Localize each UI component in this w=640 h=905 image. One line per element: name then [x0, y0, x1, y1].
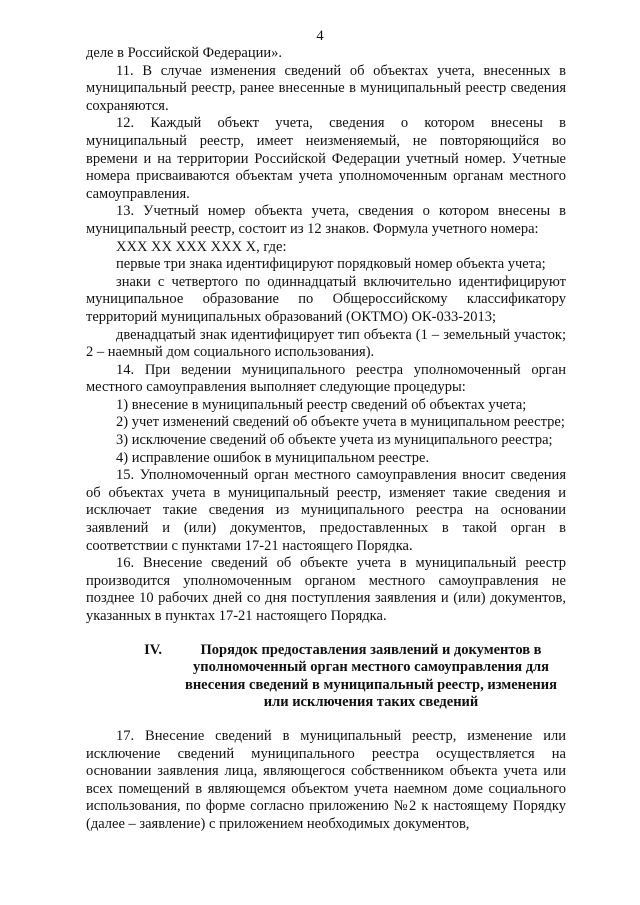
paragraph-13-item-c: двенадцатый знак идентифицирует тип объекта (1 – земельный участок; 2 – наемный дом социального использования).: [86, 326, 566, 361]
page-number: 4: [316, 28, 324, 44]
paragraph-14-item-4: 4) исправление ошибок в муниципальном реестре.: [116, 449, 430, 466]
paragraph-14-item-2: 2) учет изменений сведений об объекте учета в муниципальном реестре;: [116, 414, 565, 431]
paragraph-14-item-1: 1) внесение в муниципальный реестр сведений об объектах учета;: [116, 396, 527, 413]
section-number: IV.: [144, 641, 162, 658]
paragraph-17: 17. Внесение сведений в муниципальный реестр, изменение или исключение сведений муниципального реестра осуществляется на основании заявления лица, являющегося собственником объекта учета или всех помещений в являющемся объектом учета наемном доме социального использования, по форме согласно приложению №2 к настоящему Порядку (далее – заявление) с приложением необходимых документов,: [86, 727, 566, 832]
paragraph-12: 12. Каждый объект учета, сведения о котором внесены в муниципальный реестр, имеет неизменяемый, не повторяющийся во времени и на территории Российской Федерации учетный номер. Учетные номера присваиваются объектам учета уполномоченным органам местного самоуправления.: [86, 115, 566, 202]
paragraph-14: 14. При ведении муниципального реестра уполномоченный орган местного самоуправления выполняет следующие процедуры:: [86, 361, 566, 396]
paragraph-15: 15. Уполномоченный орган местного самоуправления вносит сведения об объектах учета в муниципальный реестр, изменяет такие сведения и исключает такие сведения из муниципального реестра на основании заявлений и (или) документов, предоставленных в такой орган в соответствии с пунктами 17-21 настоящего Порядка.: [86, 467, 566, 554]
section-title: Порядок предоставления заявлений и документов в уполномоченный орган местного самоуправления для внесения сведений в муниципальный реестр, изменения или исключения таких сведений: [185, 641, 557, 711]
paragraph-13: 13. Учетный номер объекта учета, сведения о котором внесены в муниципальный реестр, состоит из 12 знаков. Формула учетного номера:: [86, 203, 566, 237]
section-heading: [86, 642, 566, 712]
document-body: [86, 45, 566, 834]
paragraph-11: 11. В случае изменения сведений об объектах учета, внесенных в муниципальный реестр, ранее внесенные в муниципальный реестр сведения сохраняются.: [86, 62, 566, 114]
paragraph-13-item-b: знаки с четвертого по одиннадцатый включительно идентифицируют муниципальное образование по Общероссийскому классификатору территорий муниципальных образований (ОКТМО) ОК-033-2013;: [86, 273, 566, 325]
paragraph-continuation: деле в Российской Федерации».: [86, 45, 283, 61]
paragraph-14-item-3: 3) исключение сведений об объекте учета из муниципального реестра;: [116, 432, 553, 449]
paragraph-13-formula: ХХХ ХХ ХХХ ХХХ Х, где:: [116, 238, 287, 255]
paragraph-16: 16. Внесение сведений об объекте учета в муниципальный реестр производится уполномоченным органом местного самоуправления не позднее 10 рабочих дней со дня поступления заявления и (или) документов, указанных в пунктах 17-21 настоящего Порядка.: [86, 555, 566, 624]
paragraph-13-item-a: первые три знака идентифицируют порядковый номер объекта учета;: [116, 256, 546, 273]
